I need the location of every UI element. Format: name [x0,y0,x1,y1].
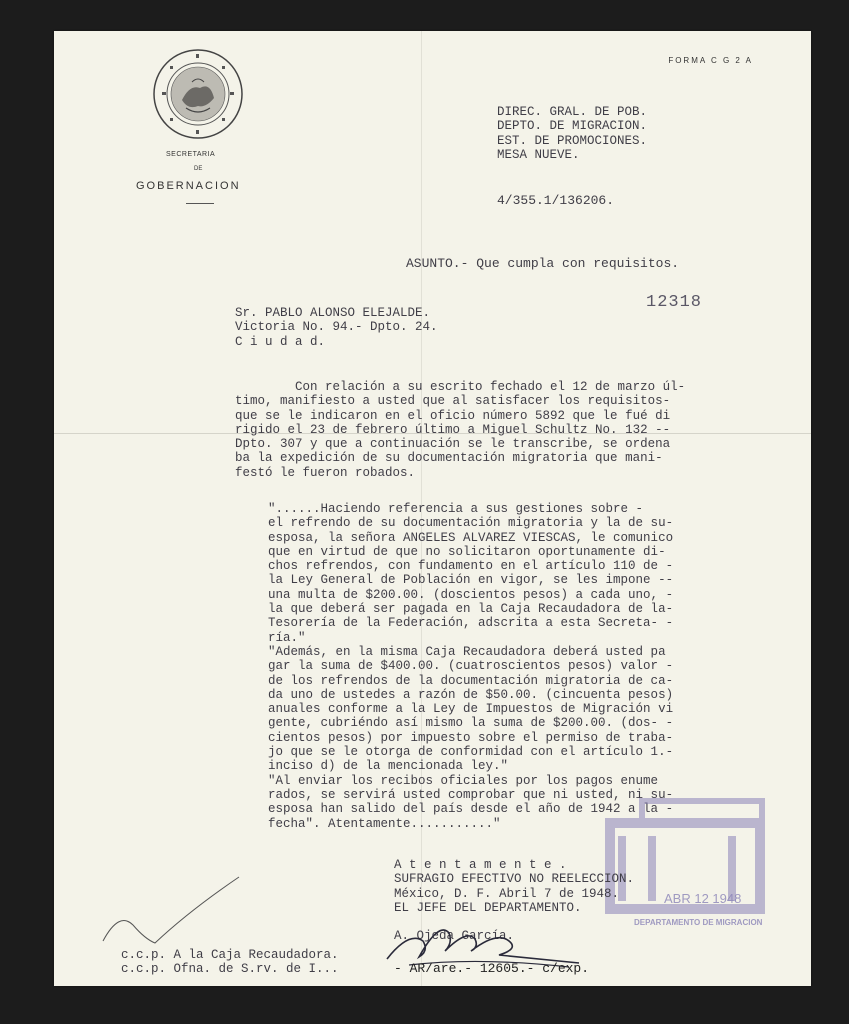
divider [186,203,214,204]
footer-reference: - AR/are.- 12605.- c/exp. [394,961,590,976]
pencil-mark-icon [99,871,249,951]
secretaria-label: SECRETARIA [166,151,216,158]
de-label: DE [194,166,203,172]
subject-line: ASUNTO.- Que cumpla con requisitos. [406,256,680,271]
gobernacion-label: GOBERNACION [136,180,241,192]
carbon-copy-list: c.c.p. A la Caja Recaudadora. c.c.p. Ofna. de S.rv. de I... [121,948,339,977]
recipient-address: Sr. PABLO ALONSO ELEJALDE. Victoria No. 94.- Dpto. 24. C i u d a d. [235,306,438,349]
reference-number: 4/355.1/136206. [497,193,615,208]
document-page [54,31,811,986]
stamped-number: 12318 [646,293,703,312]
closing-block: A t e n t a m e n t e . SUFRAGIO EFECTIVO NO REELECCION. México, D. F. Abril 7 de 1948. EL JEFE DEL DEPARTAMENTO. A. Ojeda García. [394,858,635,944]
form-code: FORMA C G 2 A [668,56,753,65]
body-paragraph: Con relación a su escrito fechado el 12 de marzo úl- timo, manifiesto a usted que al satisfacer los requisitos- que se le indicaron en el oficio número 5892 que le fué di rigido el 23 de febrero último a Miguel Schultz No. 132 -- Dpto. 307 y que a continuación se le transcribe, se ordena ba la expedición de su documentación migratoria que mani- festó le fueron robados. [235,380,686,480]
stamp-label: DEPARTAMENTO DE MIGRACION [634,918,763,927]
government-seal-icon [152,48,244,140]
office-header: DIREC. GRAL. DE POB. DEPTO. DE MIGRACION. EST. DE PROMOCIONES. MESA NUEVE. [497,105,648,162]
quoted-text: "......Haciendo referencia a sus gestiones sobre - el refrendo de su documentación migratoria y la de su- esposa, la señora ANGELES ALVAREZ VIESCAS, le comunico que en virtud de que no solicitaron oportunamente di- chos refrendos, con fundamento en el artículo 110 de - la Ley General de Población en vigor, se les impone -- una multa de $200.00. (doscientos pesos) a cada uno, - la que deberá ser pagada en la Caja Recaudadora de la- Tesorería de la Federación, adscrita a esta Secreta- - ría." "Además, en la misma Caja Recaudadora deberá usted pa gar la suma de $400.00. (cuatroscientos pesos) valor - de los refrendos de la documentación migratoria de ca- da uno de ustedes a razón de $50.00. (cincuenta pesos) anuales conforme a la Ley de Impuestos de Migración vi gente, cubriéndo así mismo la suma de $200.00. (dos- - cientos pesos) por impuesto sobre el permiso de traba- jo que se le otorga de conformidad con el artículo 1.- inciso d) de la mencionada ley." "Al enviar los recibos oficiales por los pagos enume rados, se servirá usted comprobar que ni usted, ni su- esposa han salido del país desde el año de 1942 a la - fecha". Atentamente..........." [268,502,674,831]
stamp-date: ABR 12 1948 [664,891,742,906]
